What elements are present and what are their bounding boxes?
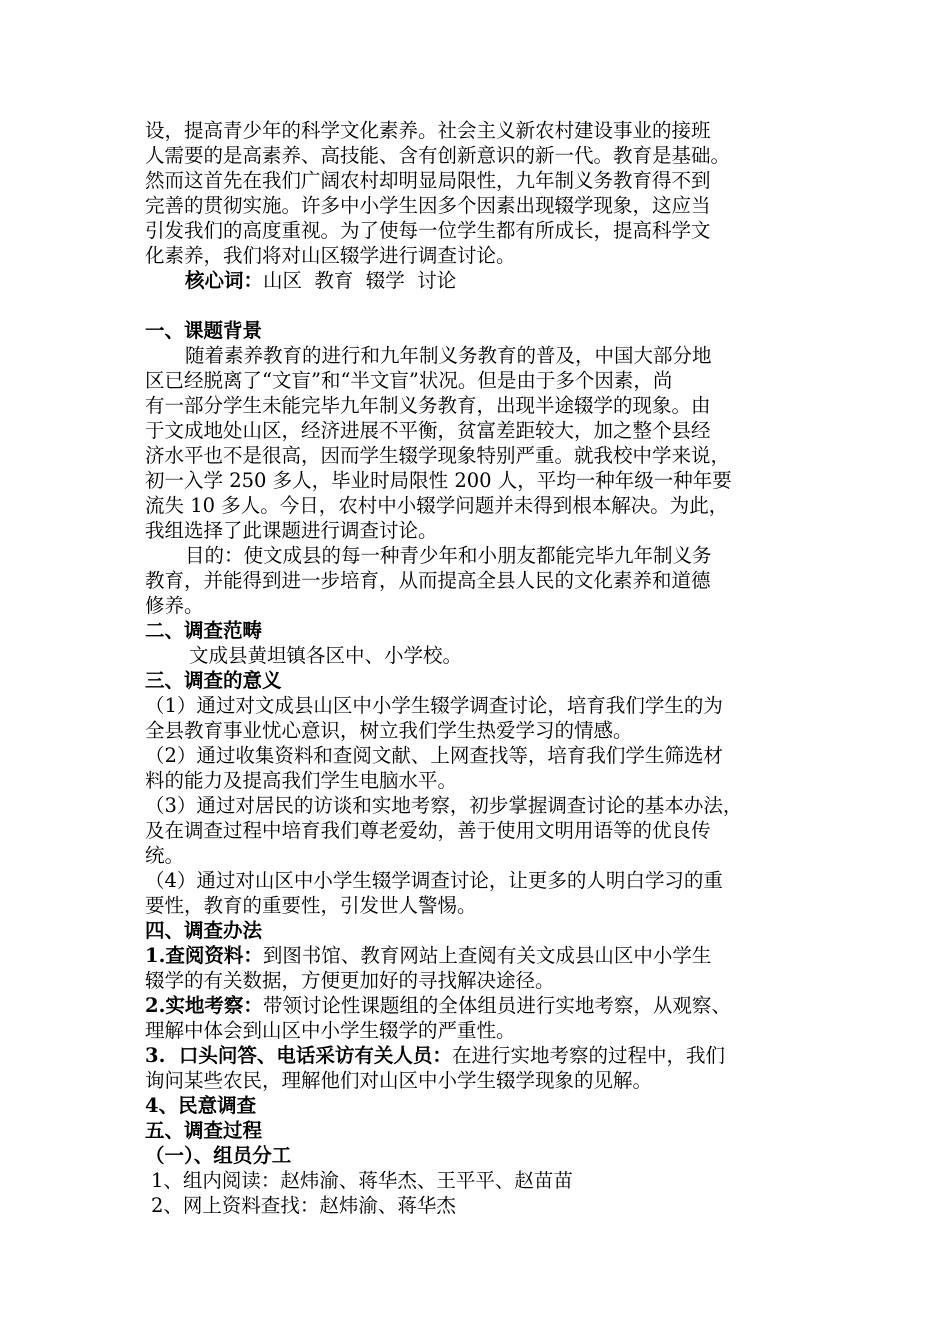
text-line: 统。 <box>145 844 185 867</box>
section-heading-background: 一、课题背景 <box>145 319 263 342</box>
text-line: 引发我们的高度重视。为了使每一位学生都有所成长，提高科学文 <box>145 219 711 242</box>
text-line: 修养。 <box>145 594 204 617</box>
method-label: 1.查阅资料： <box>145 944 263 967</box>
text-line: 人需要的是高素养、高技能、含有创新意识的新一代。教育是基础。 <box>145 144 731 167</box>
spacer <box>145 293 811 318</box>
purpose-paragraph <box>145 543 811 618</box>
keywords-value: 山区 教育 辍学 讨论 <box>263 269 457 292</box>
method-text: 带领讨论性课题组的全体组员进行实地考察，从观察、 <box>262 994 731 1017</box>
text-line: 辍学的有关数据，方便更加好的寻找解决途径。 <box>145 969 555 992</box>
text-line: 全县教育事业忧心意识，树立我们学生热爱学习的情感。 <box>145 719 633 742</box>
document-body <box>145 118 811 1218</box>
process-subheading: （一）、组员分工 <box>145 1144 292 1167</box>
method-3 <box>145 1043 811 1093</box>
significance-item-2 <box>145 743 811 793</box>
process-item-1: 1、组内阅读：赵炜渝、蒋华杰、王平平、赵苗苗 <box>151 1169 573 1192</box>
method-label: 2.实地考察： <box>145 994 263 1017</box>
text-line: 料的能力及提高我们学生电脑水平。 <box>145 769 458 792</box>
background-paragraph <box>145 343 811 543</box>
method-1 <box>145 943 811 993</box>
text-line: 理解中体会到山区中小学生辍学的严重性。 <box>145 1019 516 1042</box>
text-line: 设，提高青少年的科学文化素养。社会主义新农村建设事业的接班 <box>145 119 711 142</box>
section-heading-methods: 四、调查办法 <box>145 919 263 942</box>
text-line: （3）通过对居民的访谈和实地考察，初步掌握调查讨论的基本办法， <box>145 794 743 817</box>
text-line: （1）通过对文成县山区中小学生辍学调查讨论，培育我们学生的为 <box>145 694 723 717</box>
significance-item-4 <box>145 868 811 918</box>
text-line: 及在调查过程中培育我们尊老爱幼，善于使用文明用语等的优良传 <box>145 819 711 842</box>
text-line: 有一部分学生未能完毕九年制义务教育，出现半途辍学的现象。由 <box>145 394 711 417</box>
significance-item-3 <box>145 793 811 868</box>
text-line: 于文成地处山区，经济进展不平衡，贫富差距较大，加之整个县经 <box>145 419 711 442</box>
text-line: 初一入学 250 多人，毕业时局限性 200 人，平均一种年级一种年要 <box>145 469 732 492</box>
text-line: 我组选择了此课题进行调查讨论。 <box>145 519 438 542</box>
text-line: 完善的贯彻实施。许多中小学生因多个因素出现辍学现象，这应当 <box>145 194 711 217</box>
text-line: 教育，并能得到进一步培育，从而提高全县人民的文化素养和道德 <box>145 569 711 592</box>
section-heading-process: 五、调查过程 <box>145 1119 263 1142</box>
scope-text: 文成县黄坦镇各区中、小学校。 <box>189 644 463 667</box>
section-heading-scope: 二、调查范畴 <box>145 619 263 642</box>
method-2 <box>145 993 811 1043</box>
text-line: 要性，教育的重要性，引发世人警惕。 <box>145 894 477 917</box>
text-line: 区已经脱离了“文盲”和“半文盲”状况。但是由于多个因素，尚 <box>145 369 673 392</box>
text-line: 济水平也不是很高，因而学生辍学现象特别严重。就我校中学来说， <box>145 444 731 467</box>
method-text: 在进行实地考察的过程中，我们 <box>451 1044 725 1067</box>
intro-paragraph <box>145 118 811 268</box>
text-line: （4）通过对山区中小学生辍学调查讨论，让更多的人明白学习的重 <box>145 869 723 892</box>
text-line: （2）通过收集资料和查阅文献、上网查找等，培育我们学生筛选材 <box>145 744 723 767</box>
method-4: 4、民意调查 <box>145 1094 257 1117</box>
section-heading-significance: 三、调查的意义 <box>145 669 282 692</box>
keywords-label: 核心词： <box>185 269 264 292</box>
text-line: 询问某些农民，理解他们对山区中小学生辍学现象的见解。 <box>145 1069 653 1092</box>
method-text: 到图书馆、教育网站上查阅有关文成县山区中小学生 <box>262 944 712 967</box>
text-line: 目的：使文成县的每一种青少年和小朋友都能完毕九年制义务 <box>185 544 712 567</box>
text-line: 流失 10 多人。今日，农村中小辍学问题并未得到根本解决。为此， <box>145 494 729 517</box>
text-line: 随着素养教育的进行和九年制义务教育的普及，中国大部分地 <box>185 344 712 367</box>
text-line: 然而这首先在我们广阔农村却明显局限性，九年制义务教育得不到 <box>145 169 711 192</box>
significance-item-1 <box>145 693 811 743</box>
method-label: 3. 口头问答、电话采访有关人员： <box>145 1044 452 1067</box>
keywords <box>145 268 811 293</box>
text-line: 化素养，我们将对山区辍学进行调查讨论。 <box>145 244 516 267</box>
process-item-2: 2、网上资料查找：赵炜渝、蒋华杰 <box>151 1194 456 1217</box>
